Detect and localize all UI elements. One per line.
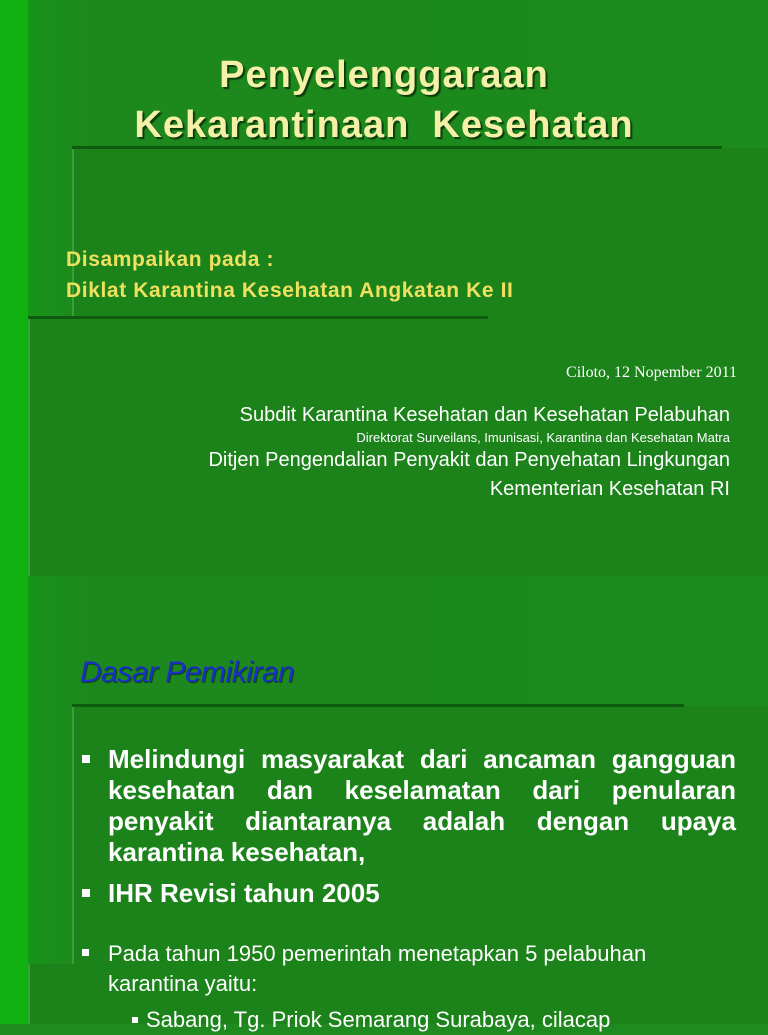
bullet-square-icon — [82, 889, 90, 897]
sub-bullet-text: Sabang, Tg. Priok Semarang Surabaya, cilacap — [146, 1007, 611, 1032]
bullet-text: Melindungi masyarakat dari ancaman gangguan kesehatan dan keselamatan dari penularan penyakit diantaranya adalah dengan upaya karantina kesehatan, — [108, 744, 736, 867]
sub-bullet-item — [80, 1005, 736, 1035]
section-title: Dasar Pemikiran — [80, 656, 295, 689]
bullet-list — [80, 744, 736, 1035]
org-directorate-general: Ditjen Pengendalian Penyakit dan Penyehatan Lingkungan — [208, 449, 730, 471]
organization-block — [208, 400, 730, 503]
bullet-item — [80, 939, 736, 999]
presentation-subtitle — [66, 244, 513, 306]
decor-left-strip — [0, 576, 28, 1024]
decor-divider-middle — [28, 316, 488, 319]
bullet-text: Pada tahun 1950 pemerintah menetapkan 5 pelabuhan karantina yaitu: — [108, 941, 647, 996]
bullet-text: IHR Revisi tahun 2005 — [108, 878, 380, 908]
presentation-date: Ciloto, 12 Nopember 2011 — [566, 364, 737, 381]
org-subdit: Subdit Karantina Kesehatan dan Kesehatan Pelabuhan — [239, 404, 730, 426]
bullet-square-icon — [82, 949, 89, 956]
bullet-item — [80, 744, 736, 868]
title-line-1: Penyelenggaraan — [219, 54, 549, 96]
org-ministry: Kementerian Kesehatan RI — [489, 478, 730, 500]
subtitle-line-1: Disampaikan pada : — [66, 248, 275, 271]
decor-divider — [72, 704, 684, 707]
subtitle-line-2: Diklat Karantina Kesehatan Angkatan Ke II — [66, 279, 514, 302]
org-directorate: Direktorat Surveilans, Imunisasi, Karantina dan Kesehatan Matra — [356, 430, 730, 445]
bullet-square-icon — [82, 755, 90, 763]
bullet-square-icon — [132, 1017, 138, 1023]
bullet-item — [80, 878, 736, 909]
presentation-title — [0, 50, 768, 150]
title-line-2: Kekarantinaan Kesehatan — [134, 104, 634, 146]
